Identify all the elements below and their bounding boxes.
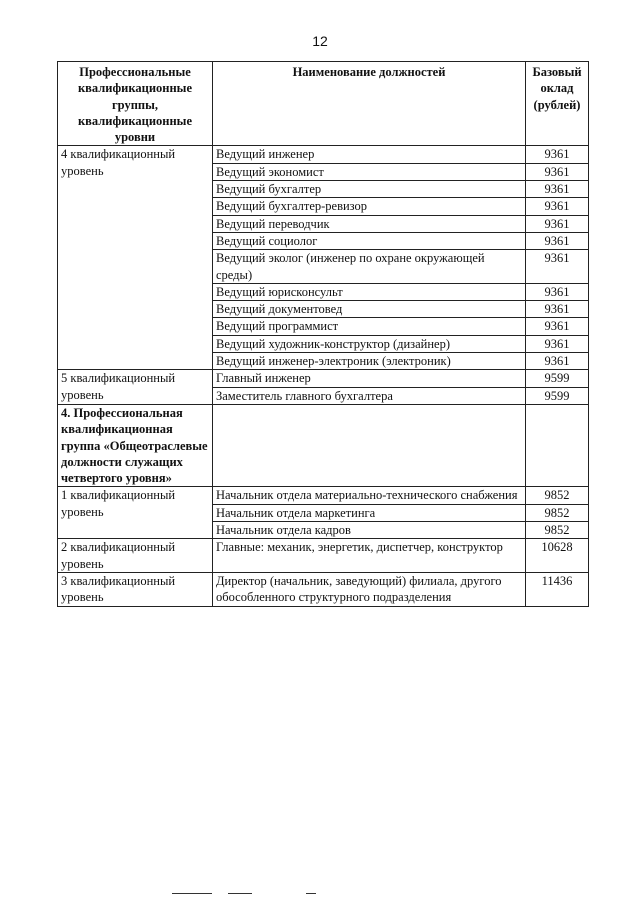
position-name: Главные: механик, энергетик, диспетчер, конструктор	[213, 539, 526, 573]
qualification-level: 4 квалификационный уровень	[58, 146, 213, 370]
base-salary: 9361	[526, 163, 589, 180]
position-name: Ведущий экономист	[213, 163, 526, 180]
base-salary: 9361	[526, 283, 589, 300]
table-row	[58, 370, 589, 387]
table-body	[58, 146, 589, 606]
table-row	[58, 146, 589, 163]
footer-divider	[172, 893, 212, 894]
base-salary: 9361	[526, 250, 589, 284]
salary-table	[57, 61, 589, 607]
base-salary: 9361	[526, 301, 589, 318]
position-name: Ведущий документовед	[213, 301, 526, 318]
base-salary	[526, 404, 589, 486]
base-salary: 9599	[526, 387, 589, 404]
position-name: Ведущий юрисконсульт	[213, 283, 526, 300]
base-salary: 9852	[526, 487, 589, 504]
position-name: Начальник отдела маркетинга	[213, 504, 526, 521]
base-salary: 11436	[526, 572, 589, 606]
base-salary: 9361	[526, 335, 589, 352]
position-name: Ведущий инженер	[213, 146, 526, 163]
header-position: Наименование должностей	[213, 62, 526, 146]
table-row	[58, 487, 589, 504]
footer-divider	[228, 893, 252, 894]
position-name: Начальник отдела кадров	[213, 522, 526, 539]
table-row	[58, 539, 589, 573]
base-salary: 9852	[526, 504, 589, 521]
position-name: Ведущий программист	[213, 318, 526, 335]
position-name: Ведущий социолог	[213, 232, 526, 249]
qualification-level: 2 квалификационный уровень	[58, 539, 213, 573]
base-salary: 9361	[526, 318, 589, 335]
position-name	[213, 404, 526, 486]
group-title: 4. Профессиональная квалификационная группа «Общеотраслевые должности служащих четвертого уровня»	[58, 404, 213, 486]
base-salary: 9361	[526, 146, 589, 163]
qualification-level: 5 квалификационный уровень	[58, 370, 213, 405]
position-name: Ведущий бухгалтер	[213, 181, 526, 198]
base-salary: 9599	[526, 370, 589, 387]
header-group: Профессиональные квалификационные группы, квалификационные уровни	[58, 62, 213, 146]
position-name: Заместитель главного бухгалтера	[213, 387, 526, 404]
qualification-level: 3 квалификационный уровень	[58, 572, 213, 606]
position-name: Ведущий переводчик	[213, 215, 526, 232]
page-number: 12	[312, 33, 328, 49]
table-header	[58, 62, 589, 146]
position-name: Главный инженер	[213, 370, 526, 387]
position-name: Ведущий художник-конструктор (дизайнер)	[213, 335, 526, 352]
base-salary: 9361	[526, 215, 589, 232]
qualification-level: 1 квалификационный уровень	[58, 487, 213, 539]
header-salary: Базовый оклад (рублей)	[526, 62, 589, 146]
position-name: Ведущий бухгалтер-ревизор	[213, 198, 526, 215]
base-salary: 9361	[526, 353, 589, 370]
table-row	[58, 404, 589, 486]
position-name: Ведущий инженер-электроник (электроник)	[213, 353, 526, 370]
position-name: Директор (начальник, заведующий) филиала, другого обособленного структурного подразделения	[213, 572, 526, 606]
position-name: Ведущий эколог (инженер по охране окружающей среды)	[213, 250, 526, 284]
base-salary: 10628	[526, 539, 589, 573]
table-row	[58, 572, 589, 606]
base-salary: 9361	[526, 232, 589, 249]
position-name: Начальник отдела материально-технического снабжения	[213, 487, 526, 504]
base-salary: 9361	[526, 181, 589, 198]
base-salary: 9852	[526, 522, 589, 539]
footer-divider	[306, 893, 316, 894]
base-salary: 9361	[526, 198, 589, 215]
